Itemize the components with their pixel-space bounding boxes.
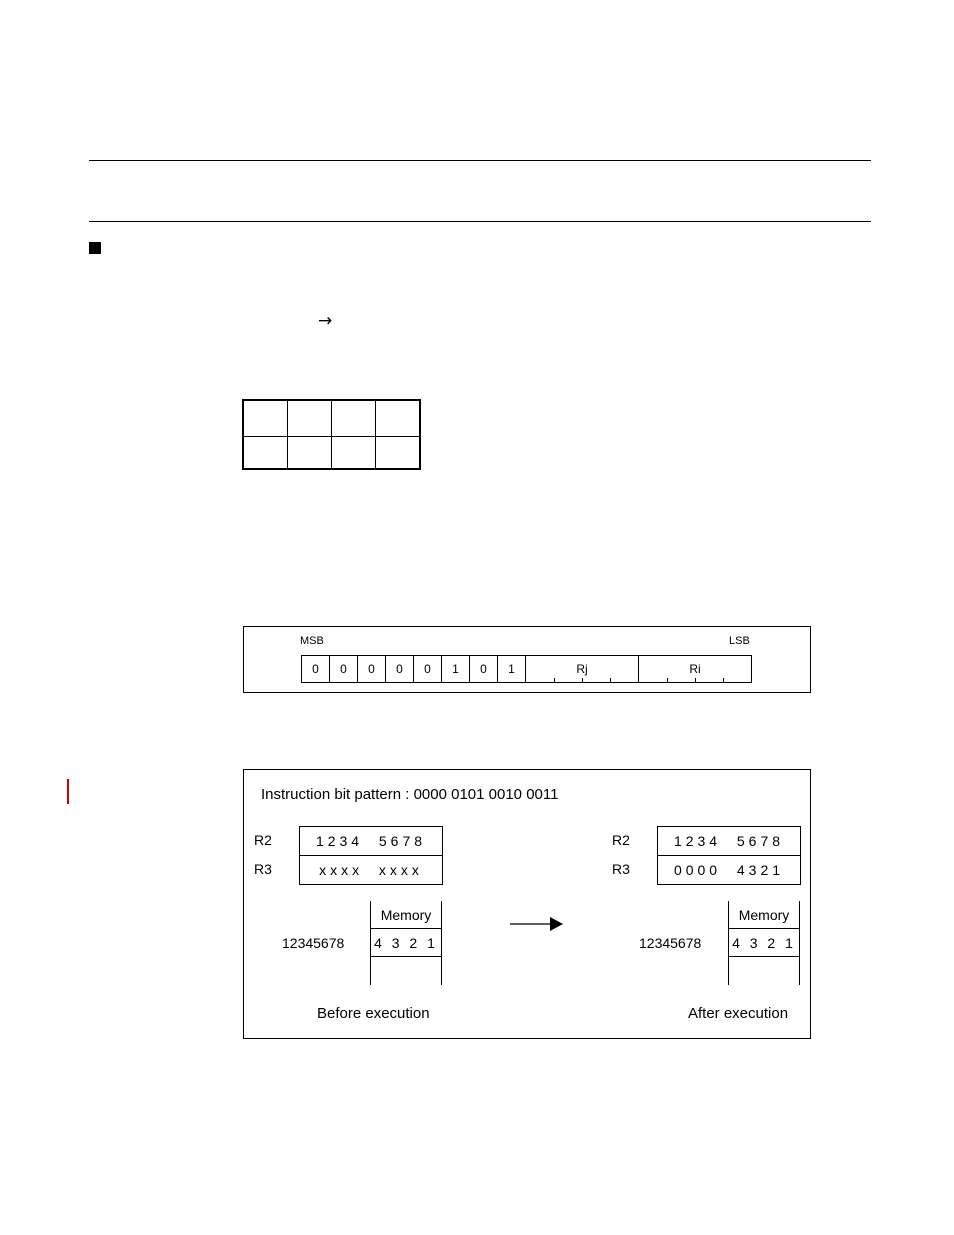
bit-cell: 0: [386, 656, 414, 682]
bit-cell: 0: [358, 656, 386, 682]
after-caption: After execution: [688, 1005, 789, 1022]
before-memory-box: [370, 901, 442, 985]
ri-label: Ri: [689, 662, 701, 676]
before-register-box: [299, 826, 443, 885]
section-bullet-icon: [89, 242, 101, 254]
revision-change-bar: [67, 779, 69, 804]
after-memory-box: [728, 901, 800, 985]
before-r3-label: R3: [254, 861, 272, 877]
bit-tick: [723, 678, 724, 683]
bit-tick: [667, 678, 668, 683]
bit-cell: 0: [302, 656, 330, 682]
execution-example-box: [243, 769, 811, 1039]
bit-cell: 0: [414, 656, 442, 682]
before-memory-value: 4 3 2 1: [371, 928, 441, 957]
transition-arrow-icon: [510, 915, 564, 933]
after-r3-label: R3: [612, 861, 630, 877]
bit-cell: 1: [442, 656, 470, 682]
after-r3-value: 0000 4321: [658, 855, 800, 884]
after-address: 12345678: [639, 935, 702, 951]
after-memory-header: Memory: [738, 906, 790, 923]
after-r2-value: 1234 5678: [673, 833, 785, 849]
section-rule: [89, 221, 871, 222]
bit-tick: [695, 678, 696, 683]
bit-cell: 0: [470, 656, 498, 682]
bit-cell: 1: [498, 656, 526, 682]
ri-field: [639, 656, 751, 682]
top-rule: [89, 160, 871, 161]
after-r2-label: R2: [612, 832, 630, 848]
flag-table: [242, 399, 421, 470]
after-memory-value: 4 3 2 1: [729, 928, 799, 957]
msb-label: MSB: [300, 635, 324, 647]
before-r2-value: 1234 5678: [315, 833, 427, 849]
bit-row: [301, 655, 752, 683]
bit-cell: 0: [330, 656, 358, 682]
before-caption: Before execution: [317, 1005, 430, 1022]
before-r2-label: R2: [254, 832, 272, 848]
lsb-label: LSB: [729, 635, 750, 647]
rj-field: [526, 656, 639, 682]
before-memory-header: Memory: [380, 906, 432, 923]
bit-tick: [554, 678, 555, 683]
rj-label: Rj: [576, 662, 588, 676]
bit-tick: [582, 678, 583, 683]
bit-pattern-text: Instruction bit pattern : 0000 0101 0010 0011: [261, 786, 559, 803]
bit-tick: [610, 678, 611, 683]
before-address: 12345678: [282, 935, 345, 951]
after-register-box: [657, 826, 801, 885]
before-r3-value: xxxx xxxx: [300, 855, 442, 884]
instruction-format-box: [243, 626, 811, 693]
right-arrow-icon: →: [318, 311, 333, 331]
